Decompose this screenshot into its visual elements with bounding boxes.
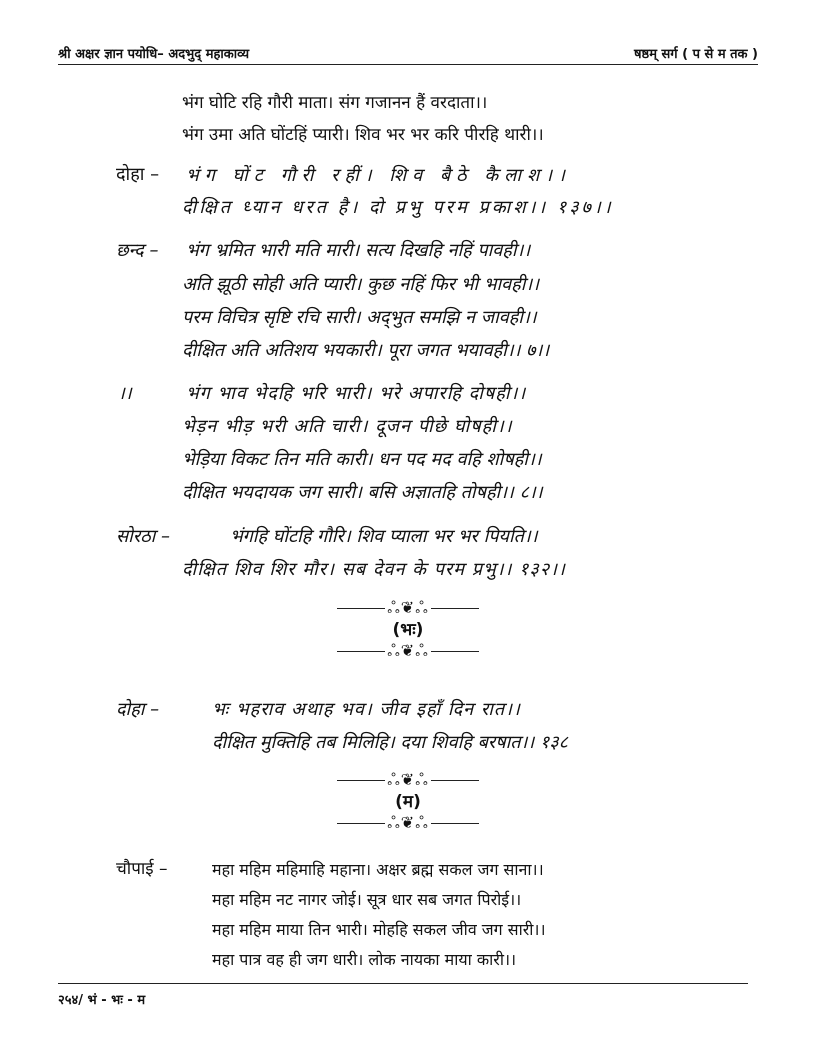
verse-line: महा महिम महिमाहि महाना। अक्षर ब्रह्म सकल जग साना।।: [212, 860, 544, 879]
verse-line: भंग घोंट गौरी रहीं। शिव बैठे कैलाश।।: [186, 165, 571, 186]
verse-line: दीक्षित शिव शिर मौर। सब देवन के परम प्रभु।। १३२।।: [182, 559, 566, 580]
verse-line: दीक्षित भयदायक जग सारी। बसि अज्ञातहि तोषही।। ८।।: [182, 482, 543, 503]
verse-line: महा पात्र वह ही जग धारी। लोक नायका माया कारी।।: [212, 950, 517, 969]
section-heading-text: (म): [395, 792, 421, 812]
footer-rule: [58, 983, 748, 984]
ornament-top: ஃ❦ஃ: [300, 598, 516, 619]
verse-line: दीक्षित ध्यान धरत है। दो प्रभु परम प्रकाश।। १३७।।: [182, 197, 614, 218]
section-heading-bha: [300, 598, 516, 662]
ornament-bottom: ஃ❦ஃ: [300, 641, 516, 662]
chaupai-label: चौपाई –: [116, 859, 168, 879]
chhand-continuation-mark: ।।: [118, 383, 132, 404]
verse-line: भंग भ्रमित भारी मति मारी। सत्य दिखहि नहिं पावही।।: [186, 240, 531, 261]
verse-line: भंग घोटि रहि गौरी माता। संग गजानन हैं वरदाता।।: [182, 93, 488, 113]
doha-label: दोहा –: [116, 164, 160, 185]
running-header: [58, 44, 758, 64]
section-heading-text: (भः): [392, 620, 424, 640]
header-rule: [58, 64, 758, 65]
soratha-label: सोरठा –: [116, 526, 171, 547]
verse-line: भंगहि घोंटहि गौरि। शिव प्याला भर भर पियति।।: [230, 526, 538, 547]
verse-line: दीक्षित मुक्तिहि तब मिलिहि। दया शिवहि बरषात।। १३८: [212, 732, 569, 753]
section-heading-ma: [300, 770, 516, 834]
verse-line: भंग भाव भेदहि भरि भारी। भरे अपारहि दोषही।।: [186, 383, 527, 404]
verse-line: महा महिम नट नागर जोई। सूत्र धार सब जगत पिरोई।।: [212, 890, 522, 909]
ornament-top: ஃ❦ஃ: [300, 770, 516, 791]
ornament-bottom: ஃ❦ஃ: [300, 813, 516, 834]
verse-line: भः भहराव अथाह भव। जीव इहाँ दिन रात।।: [212, 699, 521, 720]
header-title: श्री अक्षर ज्ञान पयोधि– अदभुद् महाकाव्य: [58, 47, 250, 62]
verse-line: दीक्षित अति अतिशय भयकारी। पूरा जगत भयावही।। ७।।: [182, 340, 550, 361]
verse-line: भंग उमा अति घोंटहिं प्यारी। शिव भर भर करि पीरहि थारी।।: [182, 125, 544, 145]
verse-line: भेड़िया विकट तिन मति कारी। धन पद मद वहि शोषही।।: [182, 449, 542, 470]
verse-line: महा महिम माया तिन भारी। मोहहि सकल जीव जग सारी।।: [212, 920, 546, 939]
verse-line: भेड़न भीड़ भरी अति चारी। दूजन पीछे घोषही।।: [182, 416, 513, 437]
chhand-label: छन्द –: [116, 240, 159, 261]
header-section: षष्ठम् सर्ग ( प से म तक ): [634, 47, 758, 62]
page-footer: २५४/ भं - भः - म: [58, 993, 146, 1008]
verse-line: परम विचित्र सृष्टि रचि सारी। अद्‌भुत समझि न जावही।।: [182, 307, 537, 328]
doha-label: दोहा –: [116, 699, 160, 720]
verse-line: अति झूठी सोही अति प्यारी। कुछ नहिं फिर भी भावही।।: [182, 274, 540, 295]
